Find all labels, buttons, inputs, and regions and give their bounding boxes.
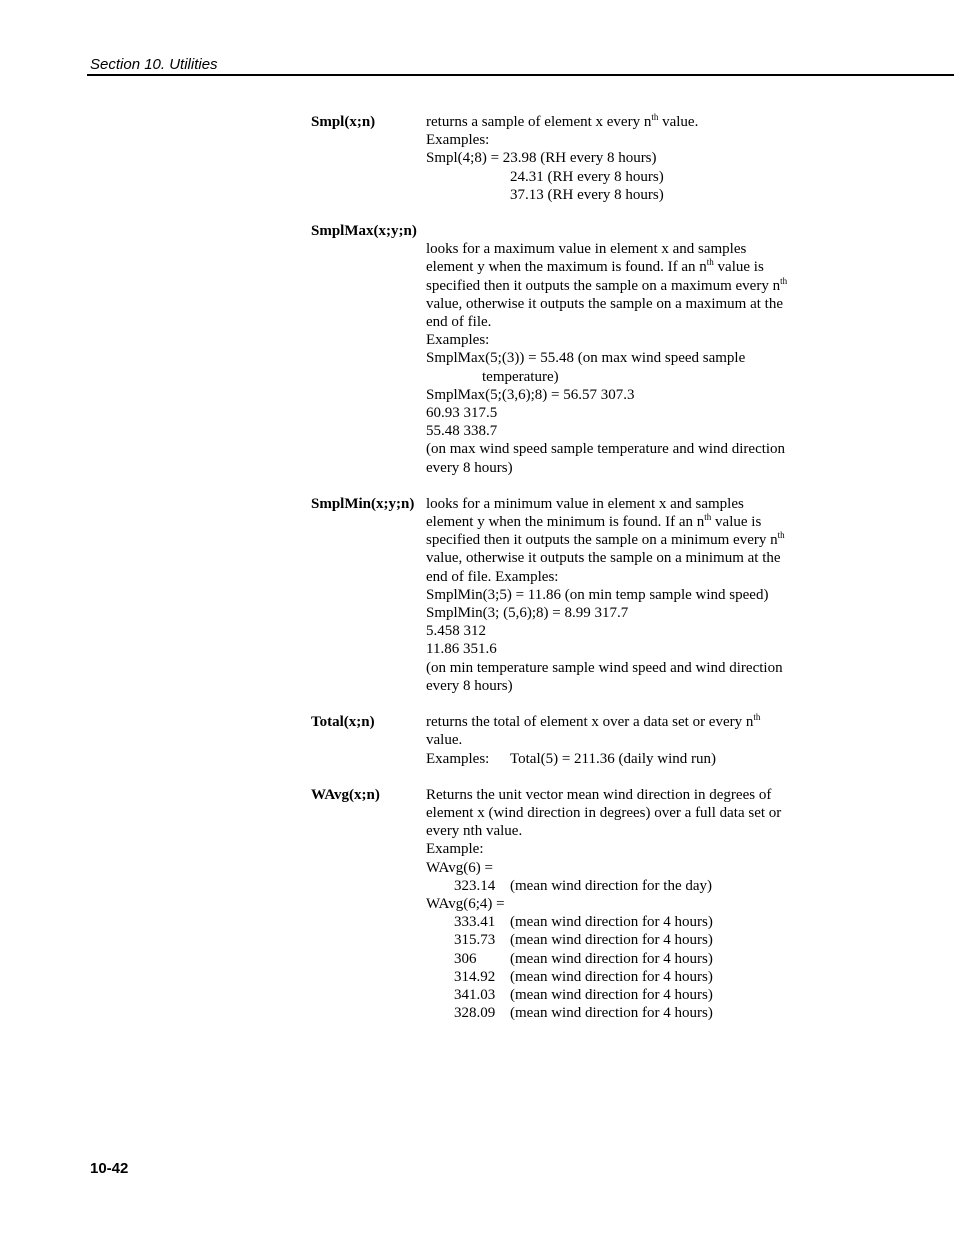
function-term: SmplMin(x;y;n)	[311, 495, 415, 512]
example-line: SmplMin(3; (5,6);8) = 8.99 317.7	[426, 605, 629, 622]
entry-smplmax	[311, 222, 811, 477]
examples-label: Examples:	[426, 750, 490, 767]
example-line: 24.31 (RH every 8 hours)	[510, 168, 664, 185]
example-row: 341.03 (mean wind direction for 4 hours)	[454, 986, 713, 1003]
function-reference	[311, 113, 811, 1022]
example-line: 60.93 317.5	[426, 405, 498, 422]
example-line: 11.86 351.6	[426, 641, 497, 658]
page-number: 10-42	[90, 1160, 129, 1177]
function-term: SmplMax(x;y;n)	[311, 223, 417, 240]
function-description: returns the total of element x over a data set or every $n^{th}$ value. Examples: Total(5) = 211.36 (daily wind run)	[426, 713, 811, 768]
examples-label: Examples:	[426, 332, 490, 349]
example-row: 314.92 (mean wind direction for 4 hours)	[454, 968, 713, 985]
example-line: Smpl(4;8) = 23.98 (RH every 8 hours)	[426, 150, 657, 167]
examples-label: Example:	[426, 841, 484, 858]
example-row: 333.41 (mean wind direction for 4 hours)	[454, 914, 713, 931]
example-line: SmplMin(3;5) = 11.86 (on min temp sample wind speed)	[426, 586, 769, 603]
function-description: looks for a maximum value in element x and samples element y when the maximum is found. If an $n^{th}$ value is specified then it outputs the sample on a maximum every $n^{th}$ value, otherwise it outputs the sample on a maximum at the end of file. Examples: SmplMax(5;(3)) = 55.48 (on max wind speed sample temperature) SmplMax(5;(3,6);8) = 56.57 307.3 60.93 317.5 55.48 338.7 (on max wind speed sample temperature and wind direction every 8 hours)	[426, 240, 811, 477]
example-line: 5.458 312	[426, 623, 486, 640]
function-description: returns a sample of element x every $n^{th}$ value. Examples: Smpl(4;8) = 23.98 (RH every 8 hours) 24.31 (RH every 8 hours) 37.13 (RH every 8 hours)	[426, 113, 811, 204]
function-description: Returns the unit vector mean wind direction in degrees of element x (wind direction in degrees) over a full data set or every nth value. Example: WAvg(6) = 323.14 (mean wind direction for the day) WAvg(6;4) = 333.41 (mean wind direction for 4 hours) 315.73 (mean wind direction for 4 hours) 306 (mean wind direction for 4 hours) 314.92 (mean wind direction for 4 hours) 341.03 (mean wind direction for 4 hours) 328.09 (mean wind direction for 4 hours)	[426, 786, 811, 1023]
example-line: WAvg(6;4) =	[426, 895, 505, 912]
example-line: WAvg(6) =	[426, 859, 493, 876]
example-row: 328.09 (mean wind direction for 4 hours)	[454, 1005, 713, 1022]
entry-smpl	[311, 113, 811, 204]
example-line: 37.13 (RH every 8 hours)	[510, 186, 664, 203]
example-line: 55.48 338.7	[426, 423, 498, 440]
entry-total	[311, 713, 811, 768]
examples-label: Examples:	[426, 132, 490, 149]
header-rule	[87, 74, 954, 76]
entry-wavg	[311, 786, 811, 1023]
example-line: temperature)	[482, 368, 559, 385]
example-line: SmplMax(5;(3,6);8) = 56.57 307.3	[426, 386, 635, 403]
example-row: 323.14 (mean wind direction for the day)	[454, 877, 713, 894]
function-term: WAvg(x;n)	[311, 786, 380, 803]
function-term: Smpl(x;n)	[311, 114, 376, 130]
function-description: looks for a minimum value in element x and samples element y when the minimum is found. If an $n^{th}$ value is specified then it outputs the sample on a minimum every $n^{th}$ value, otherwise it outputs the sample on a minimum at the end of file. Examples: SmplMin(3;5) = 11.86 (on min temp sample wind speed) SmplMin(3; (5,6);8) = 8.99 317.7 5.458 312 11.86 351.6 (on min temperature sample wind speed and wind direction every 8 hours)	[426, 495, 811, 695]
section-header: Section 10. Utilities	[90, 56, 218, 73]
example-row: 306 (mean wind direction for 4 hours)	[454, 950, 713, 967]
example-line: SmplMax(5;(3)) = 55.48 (on max wind speed sample	[426, 350, 746, 367]
example-line: Examples: Total(5) = 211.36 (daily wind run)	[426, 750, 716, 767]
entry-smplmin	[311, 495, 811, 695]
function-term: Total(x;n)	[311, 714, 375, 731]
example-row: 315.73 (mean wind direction for 4 hours)	[454, 932, 713, 949]
